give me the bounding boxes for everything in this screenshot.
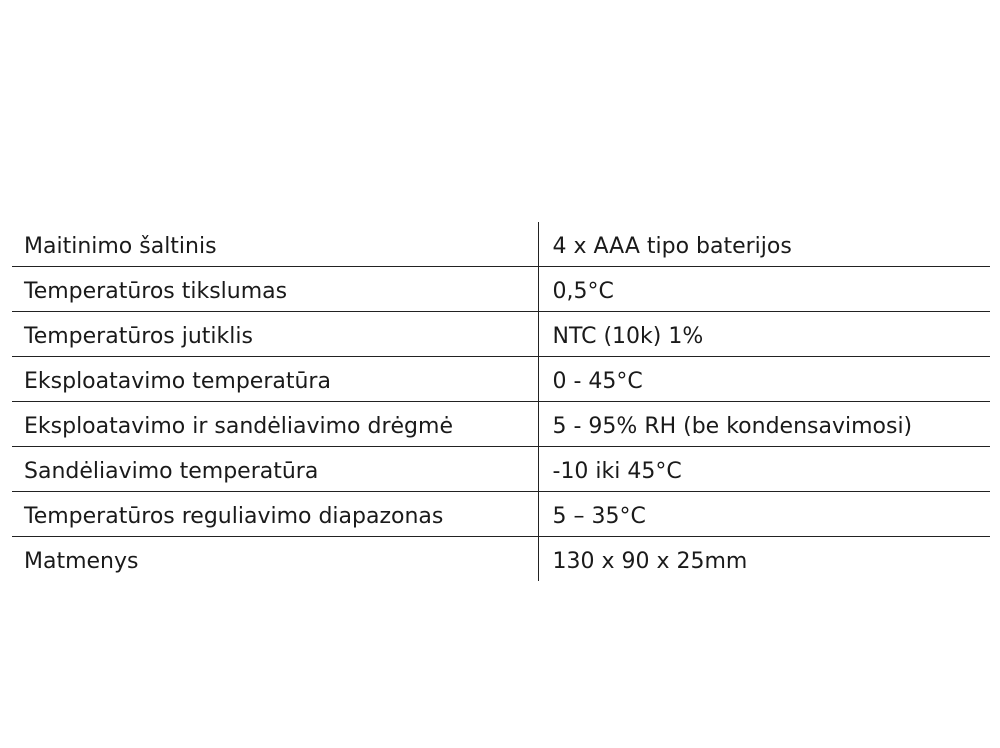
spec-label: Maitinimo šaltinis [12, 222, 538, 267]
spec-value: 5 – 35°C [538, 492, 990, 537]
spec-label: Sandėliavimo temperatūra [12, 447, 538, 492]
table-row [12, 492, 990, 537]
spec-label: Temperatūros tikslumas [12, 267, 538, 312]
spec-value: -10 iki 45°C [538, 447, 990, 492]
spec-value: 0,5°C [538, 267, 990, 312]
spec-label: Eksploatavimo ir sandėliavimo drėgmė [12, 402, 538, 447]
spec-value: 4 x AAA tipo baterijos [538, 222, 990, 267]
table-row [12, 267, 990, 312]
table-row [12, 312, 990, 357]
table-row [12, 537, 990, 582]
spec-value: NTC (10k) 1% [538, 312, 990, 357]
table-row [12, 357, 990, 402]
spec-value: 0 - 45°C [538, 357, 990, 402]
spec-value: 130 x 90 x 25mm [538, 537, 990, 582]
table-row [12, 447, 990, 492]
spec-table [12, 222, 990, 581]
spec-label: Eksploatavimo temperatūra [12, 357, 538, 402]
table-row [12, 222, 990, 267]
spec-value: 5 - 95% RH (be kondensavimosi) [538, 402, 990, 447]
spec-label: Temperatūros reguliavimo diapazonas [12, 492, 538, 537]
table-row [12, 402, 990, 447]
spec-label: Temperatūros jutiklis [12, 312, 538, 357]
spec-label: Matmenys [24, 549, 139, 574]
